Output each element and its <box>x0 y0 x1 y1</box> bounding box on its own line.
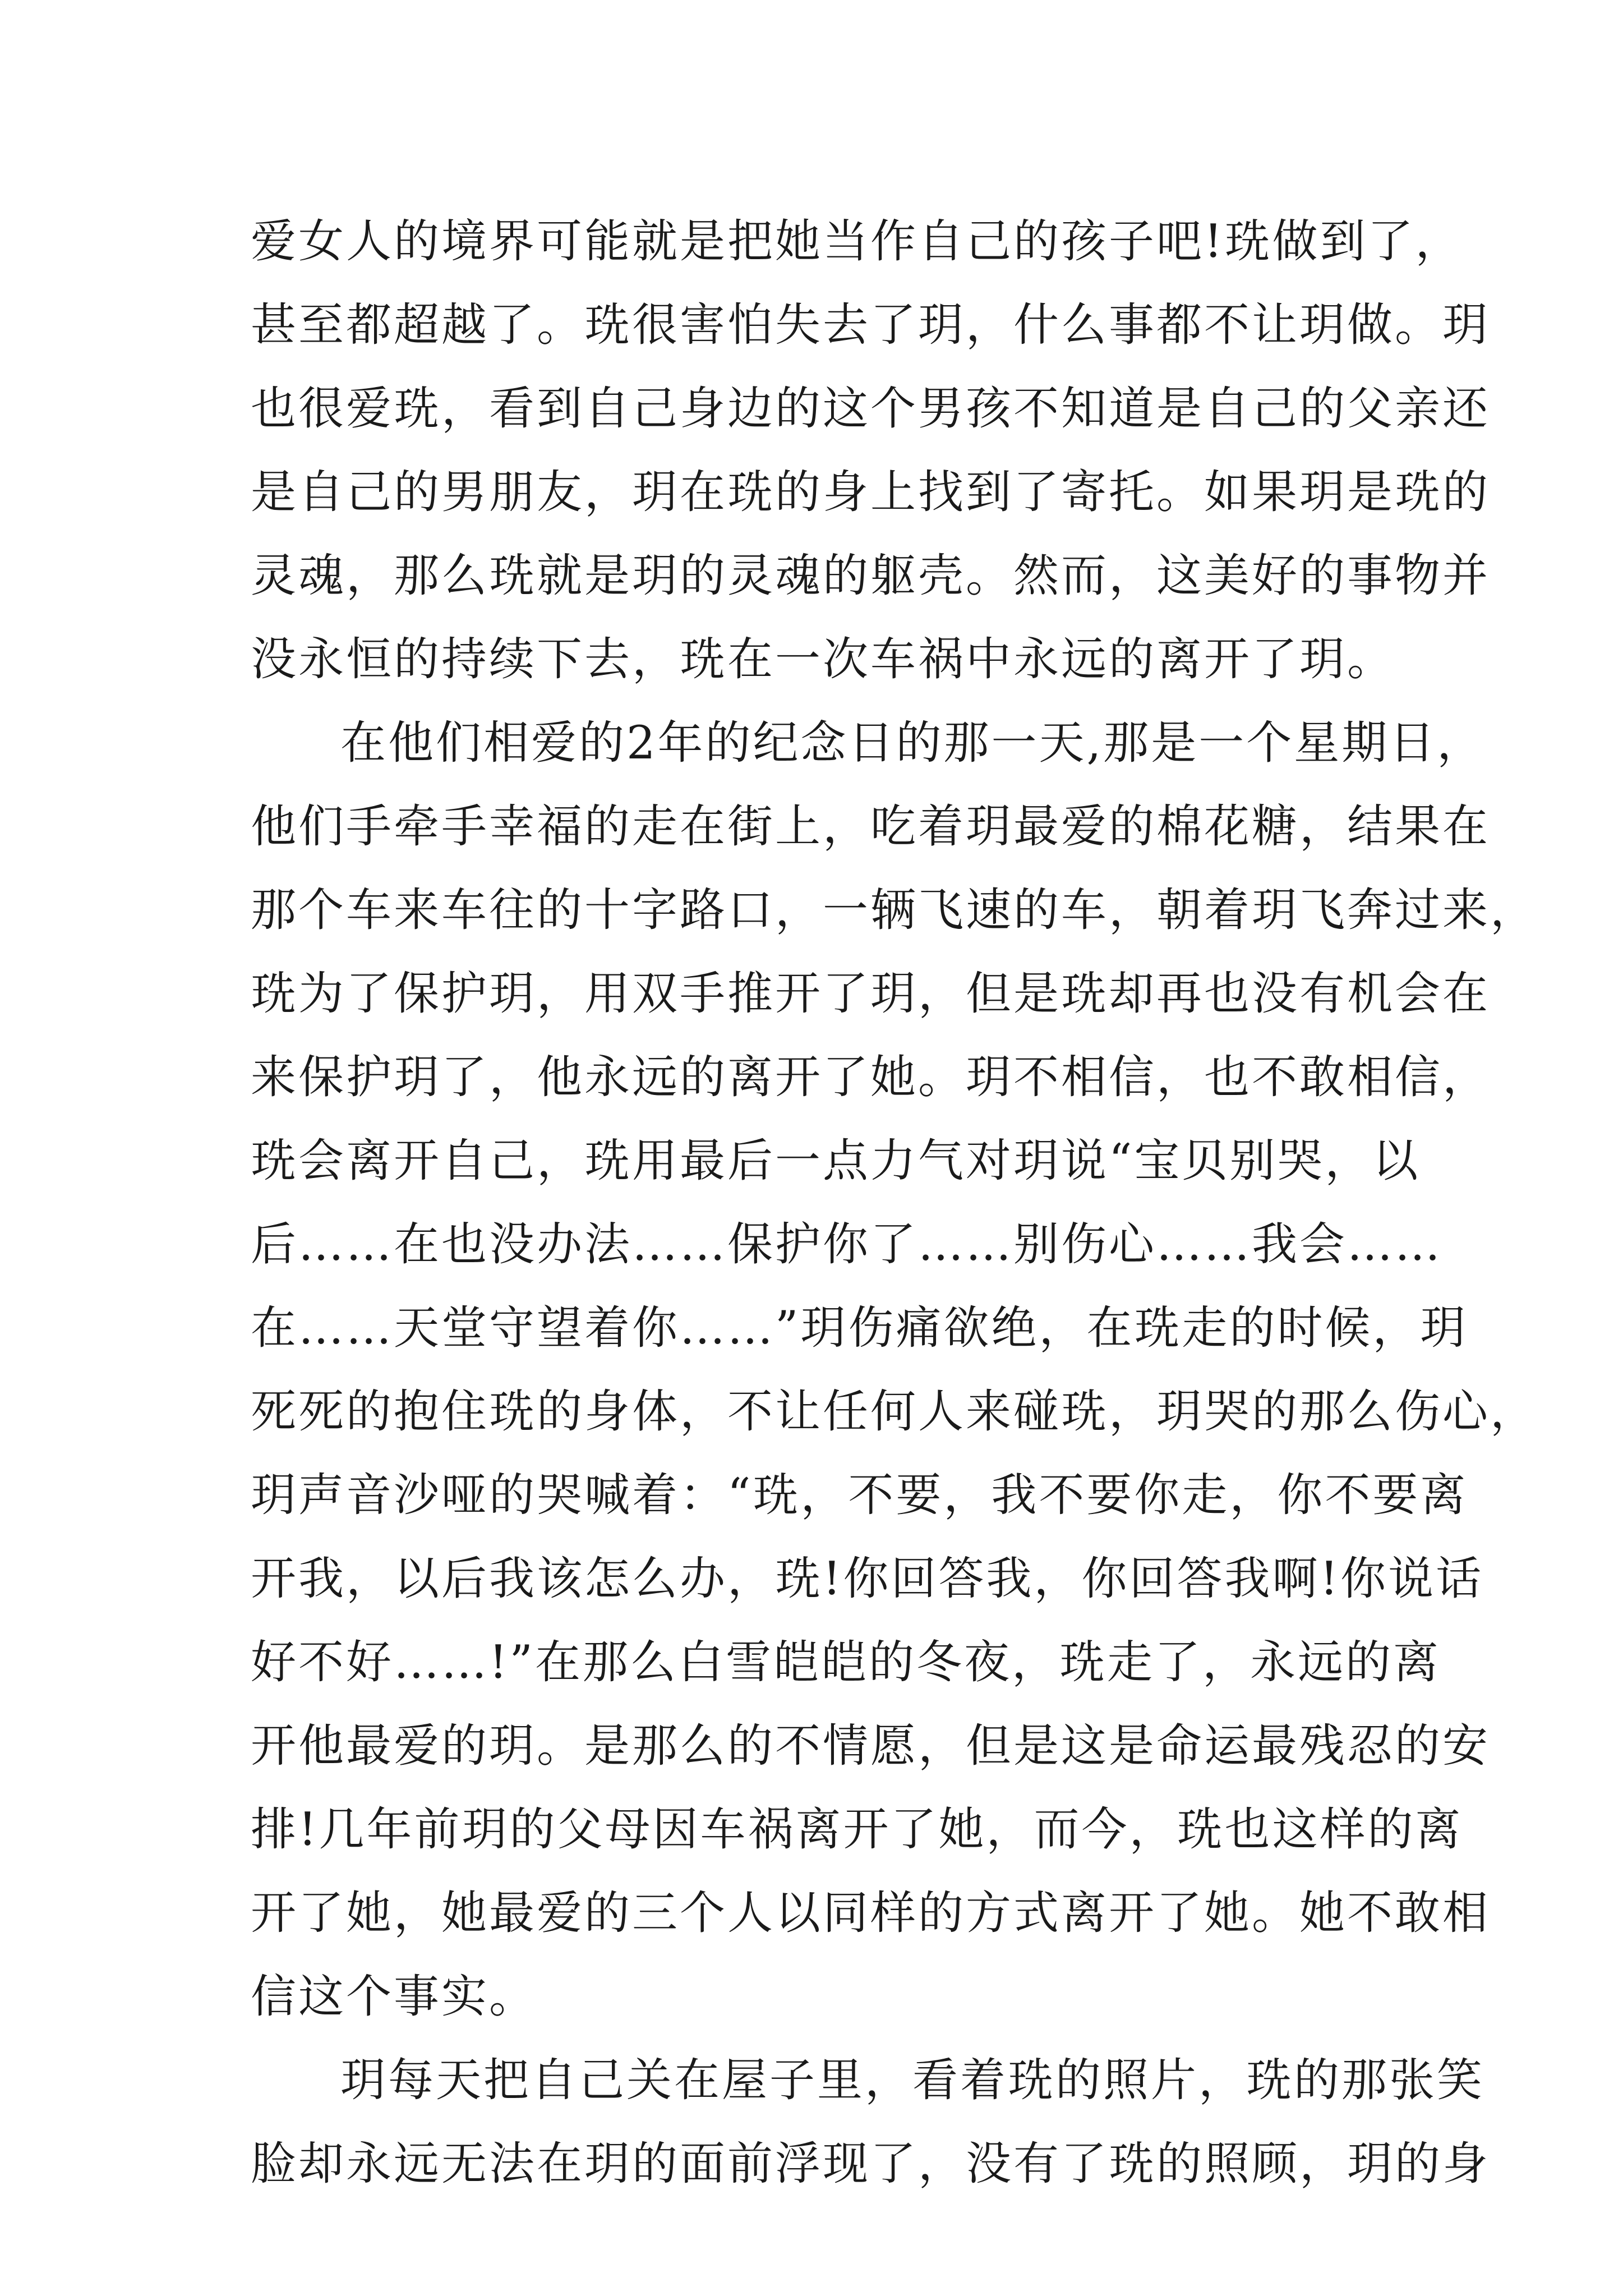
text-line: 脸却永远无法在玥的面前浮现了，没有了珗的照顾，玥的身 <box>251 2138 1491 2191</box>
text-line: 是自己的男朋友，玥在珗的身上找到了寄托。如果玥是珗的 <box>251 466 1491 519</box>
text-line: 玥声音沙哑的哭喊着：“珗，不要，我不要你走，你不要离 <box>251 1469 1468 1522</box>
text-line: 好不好……!”在那么白雪皑皑的冬夜，珗走了，永远的离 <box>251 1636 1441 1689</box>
text-line: 排!几年前玥的父母因车祸离开了她，而今，珗也这样的离 <box>251 1803 1463 1856</box>
text-line: 信这个事实。 <box>251 1971 537 2023</box>
paragraph-2 <box>251 702 1538 2039</box>
paragraph-3 <box>251 2039 1491 2206</box>
text-line: 珗为了保护玥，用双手推开了玥，但是珗却再也没有机会在 <box>251 968 1491 1020</box>
paragraph-1 <box>251 200 1491 702</box>
text-line: 来保护玥了，他永远的离开了她。玥不相信，也不敢相信， <box>251 1051 1491 1104</box>
text-line: 甚至都超越了。珗很害怕失去了玥，什么事都不让玥做。玥 <box>251 299 1491 352</box>
text-line: 在他们相爱的2年的纪念日的那一天,那是一个星期日， <box>340 717 1485 770</box>
text-line: 那个车来车往的十字路口，一辆飞速的车，朝着玥飞奔过来， <box>251 884 1538 937</box>
text-line: 灵魂，那么珗就是玥的灵魂的躯壳。然而，这美好的事物并 <box>251 550 1491 602</box>
text-line: 在……天堂守望着你……”玥伤痛欲绝，在珗走的时候，玥 <box>251 1302 1468 1355</box>
text-line: 开他最爱的玥。是那么的不情愿，但是这是命运最残忍的安 <box>251 1720 1491 1773</box>
text-line: 没永恒的持续下去，珗在一次车祸中永远的离开了玥。 <box>251 633 1395 686</box>
text-line: 开我，以后我该怎么办，珗!你回答我，你回答我啊!你说话 <box>251 1553 1484 1605</box>
text-line: 珗会离开自己，珗用最后一点力气对玥说“宝贝别哭，以 <box>251 1135 1421 1188</box>
text-line: 后……在也没办法……保护你了……别伤心……我会…… <box>251 1218 1443 1271</box>
text-line: 也很爱珗，看到自己身边的这个男孩不知道是自己的父亲还 <box>251 383 1491 435</box>
text-line: 他们手牵手幸福的走在街上，吃着玥最爱的棉花糖，结果在 <box>251 800 1491 853</box>
text-line: 玥每天把自己关在屋子里，看着珗的照片，珗的那张笑 <box>340 2054 1485 2107</box>
text-line: 开了她，她最爱的三个人以同样的方式离开了她。她不敢相 <box>251 1887 1491 1940</box>
text-line: 爱女人的境界可能就是把她当作自己的孩子吧!珗做到了， <box>251 215 1463 268</box>
text-line: 死死的抱住珗的身体，不让任何人来碰珗，玥哭的那么伤心， <box>251 1386 1538 1438</box>
body-text <box>251 200 1538 2206</box>
